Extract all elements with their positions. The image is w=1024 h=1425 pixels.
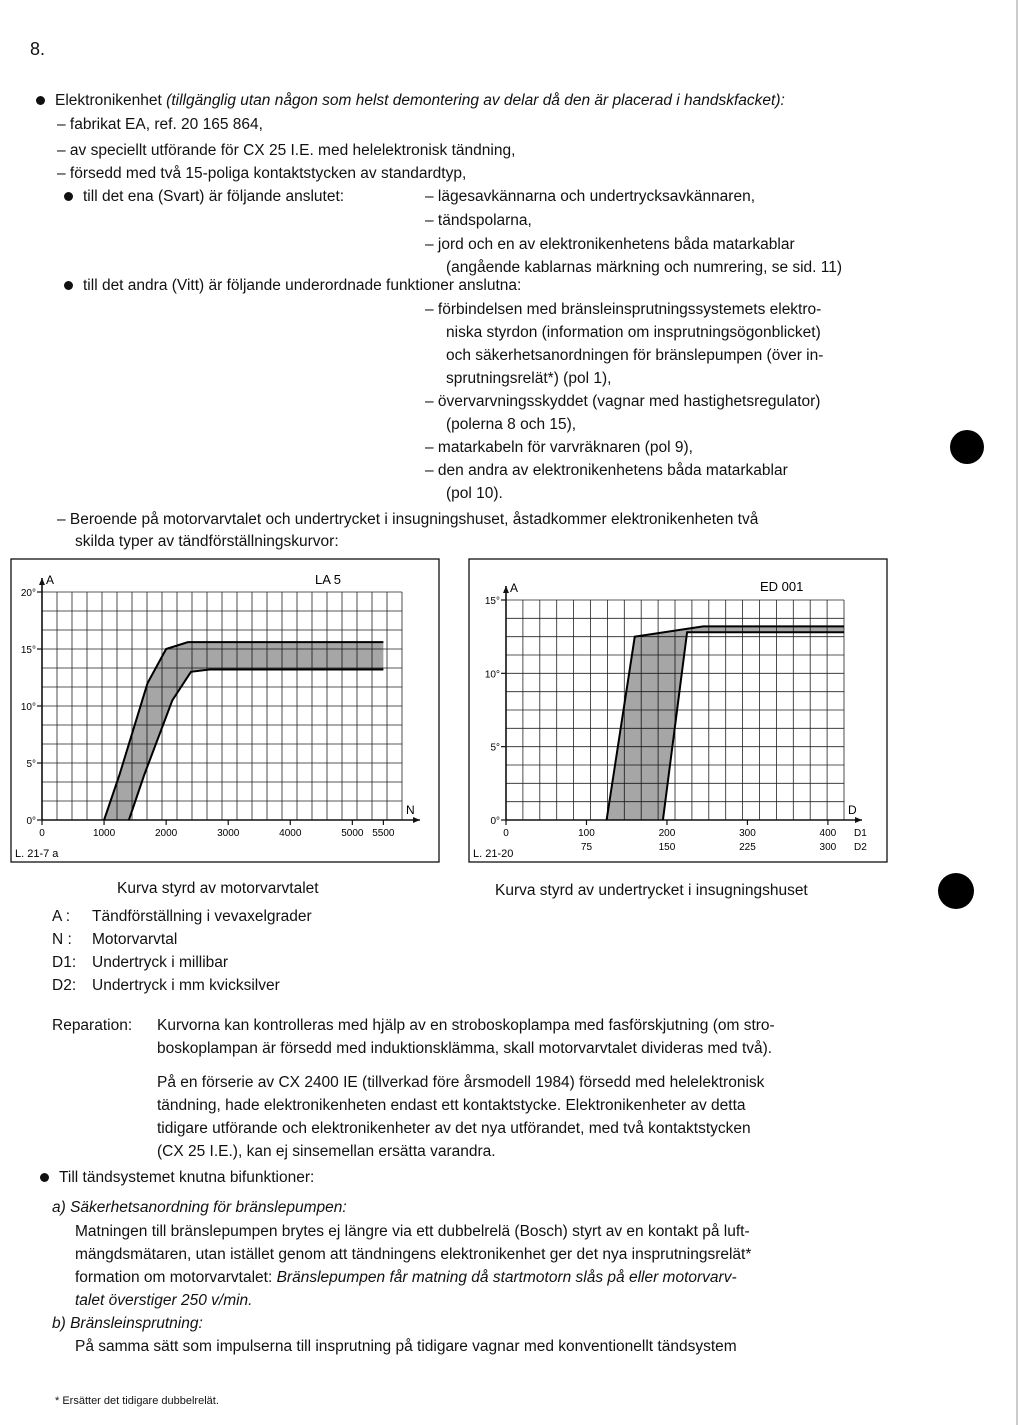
y-tick-label: 0° [26,816,36,827]
series-lower-limit [663,632,844,820]
repair-label: Reparation: [52,1017,133,1034]
x-axis-arrow [413,817,420,823]
intro-lead: Elektronikenhet [55,92,162,109]
chart-vacuum-caption: Kurva styrd av undertrycket i insugningshuset [495,882,808,899]
y-tick-label: 20° [20,588,36,599]
white-item: – övervarvningsskyddet (vagnar med hastighetsregulator) [425,393,821,410]
x-tick-label: 300 [739,828,756,839]
legend-key: D2: [52,977,77,994]
intro-heading [36,90,785,112]
legend-key: D1: [52,954,77,971]
white-item: och säkerhetsanordningen för bränslepumpen (över in- [446,347,824,364]
y-tick-label: 10° [484,669,500,681]
legend-text: Motorvarvtal [92,931,178,948]
x-tick-label: 4000 [279,828,302,839]
x-tick-label-d2: 75 [580,842,593,853]
black-label-text: till det ena (Svart) är följande anslutet: [83,188,345,205]
bullet-icon [40,1173,49,1182]
bullet-icon [64,281,73,290]
bifunk-a-line-mixed [75,1267,737,1289]
repair-para-line: tändning, hade elektronikenheten endast ett kontaktstycke. Elektronikenheter av detta [157,1097,746,1114]
x-tick-label: 100 [578,828,595,839]
y-tick-label: 10° [20,702,36,713]
y-tick-label: 15° [20,645,36,656]
depend-line: – Beroende på motorvarvtalet och undertrycket i insugningshuset, åstadkommer elektronikenheten två [57,511,759,528]
bifunk-b-line: På samma sätt som impulserna till insprutning på tidigare vagnar med konventionellt tändsystem [75,1338,737,1355]
x-tick-label-d2: 300 [819,842,837,853]
white-item: – den andra av elektronikenhetens båda matarkablar [425,462,788,479]
d1-label: D1 [854,828,867,839]
repair-para-line: tidigare utförande och elektronikenheter av det nya utförandet, med två kontaktstycken [157,1120,751,1137]
chart-title: LA 5 [315,572,342,587]
bullet-icon [64,192,73,201]
legend-text: Tändförställning i vevaxelgrader [92,908,312,925]
x-axis-label: N [406,803,415,817]
white-item: niska styrdon (information om insprutningsögonblicket) [446,324,821,341]
white-item: – förbindelsen med bränsleinsprutningssystemets elektro- [425,301,822,318]
black-item: – tändspolarna, [425,212,532,229]
x-tick-label: 0 [39,828,45,839]
black-item: – lägesavkännarna och undertrycksavkännaren, [425,188,756,205]
bifunk-heading [40,1167,314,1189]
legend-key: A : [52,908,71,925]
chart-vacuum-svg [468,558,888,863]
chart-vacuum [468,558,888,863]
bifunk-a-plain: formation om motorvarvtalet: [75,1269,277,1286]
x-tick-label: 2000 [155,828,178,839]
repair-line: boskoplampan är försedd med induktionsklämma, skall motorvarvtalet divideras med två). [157,1040,773,1057]
black-item: – jord och en av elektronikenhetens båda matarkablar [425,236,795,253]
x-tick-label: 3000 [217,828,240,839]
y-tick-label: 5° [490,742,500,754]
x-axis-label: D [848,803,857,817]
bifunk-a-line: Matningen till bränslepumpen brytes ej längre via ett dubbelrelä (Bosch) styrt av en kontakt på luft- [75,1223,750,1240]
legend-row [52,952,228,974]
y-tick-label: 15° [484,596,500,607]
bifunk-b-title: b) Bränsleinsprutning: [52,1315,203,1332]
legend-row [52,929,177,951]
black-connector-label [64,186,344,208]
repair-para-line: (CX 25 I.E.), kan ej sinsemellan ersätta varandra. [157,1143,496,1160]
scan-mark [950,430,984,464]
white-connector-label [64,275,521,297]
footnote: * Ersätter det tidigare dubbelrelät. [55,1395,219,1407]
legend-text: Undertryck i mm kvicksilver [92,977,280,994]
repair-para-line: På en förserie av CX 2400 IE (tillverkad före årsmodell 1984) försedd med helelektronisk [157,1074,765,1091]
scan-mark [938,873,974,909]
bullet-icon [36,96,45,105]
legend-key: N : [52,931,72,948]
x-tick-label: 5500 [372,828,395,839]
x-tick-label: 1000 [92,828,116,839]
y-tick-label: 0° [490,816,500,827]
white-item: sprutningsrelät*) (pol 1), [446,370,612,387]
x-tick-label: 200 [658,828,676,839]
bifunk-a-title: a) Säkerhetsanordning för bränslepumpen: [52,1199,347,1216]
bifunk-a-line: mängdsmätaren, utan istället genom att tändningens elektronikenhet ger det nya insprutningsrelät* [75,1246,752,1263]
intro-item: – fabrikat EA, ref. 20 165 864, [57,116,263,133]
bifunk-a-line: talet överstiger 250 v/min. [75,1292,253,1309]
intro-item: – försedd med två 15-poliga kontaktstycken av standardtyp, [57,165,467,182]
d2-label: D2 [854,842,867,853]
y-axis-label: A [46,573,55,587]
white-item: (pol 10). [446,485,503,502]
black-item: (angående kablarnas märkning och numrering, se sid. 11) [446,259,843,276]
x-tick-label: 400 [819,828,837,839]
bifunk-a-italic: Bränslepumpen får matning då startmotorn slås på eller motorvarv- [276,1269,737,1286]
chart-frame [11,559,439,862]
y-axis-label: A [510,581,519,595]
legend-text: Undertryck i millibar [92,954,229,971]
chart-title: ED 001 [760,579,804,594]
white-item: (polerna 8 och 15), [446,416,577,433]
intro-item: – av speciellt utförande för CX 25 I.E. med helelektronisk tändning, [57,142,516,159]
y-tick-label: 5° [26,759,36,770]
x-tick-label-d2: 225 [739,842,756,853]
y-axis-arrow [39,578,45,585]
x-tick-label-d2: 150 [658,842,676,853]
figure-ref: L. 21-7 a [15,848,59,860]
intro-lead-note: (tillgänglig utan någon som helst demontering av delar då den är placerad i handskfacket): [166,92,785,109]
bifunk-heading-text: Till tändsystemet knutna bifunktioner: [59,1169,315,1186]
chart-rpm-caption: Kurva styrd av motorvarvtalet [117,880,319,897]
white-label-text: till det andra (Vitt) är följande underordnade funktioner anslutna: [83,277,522,294]
white-item: – matarkabeln för varvräknaren (pol 9), [425,439,693,456]
chart-rpm-svg [10,558,440,863]
depend-line: skilda typer av tändförställningskurvor: [75,533,339,550]
figure-ref: L. 21-20 [473,848,514,860]
repair-line: Kurvorna kan kontrolleras med hjälp av en stroboskoplampa med fasförskjutning (om stro- [157,1017,775,1034]
legend-row [52,906,312,928]
page-edge-line [1016,0,1018,1425]
legend-row [52,975,280,997]
x-tick-label: 0 [503,828,509,839]
x-tick-label: 5000 [341,828,364,839]
page-number: 8. [30,39,46,59]
x-axis-arrow [855,817,862,823]
y-axis-arrow [503,586,509,593]
chart-rpm [10,558,440,863]
tolerance-band [607,626,844,820]
